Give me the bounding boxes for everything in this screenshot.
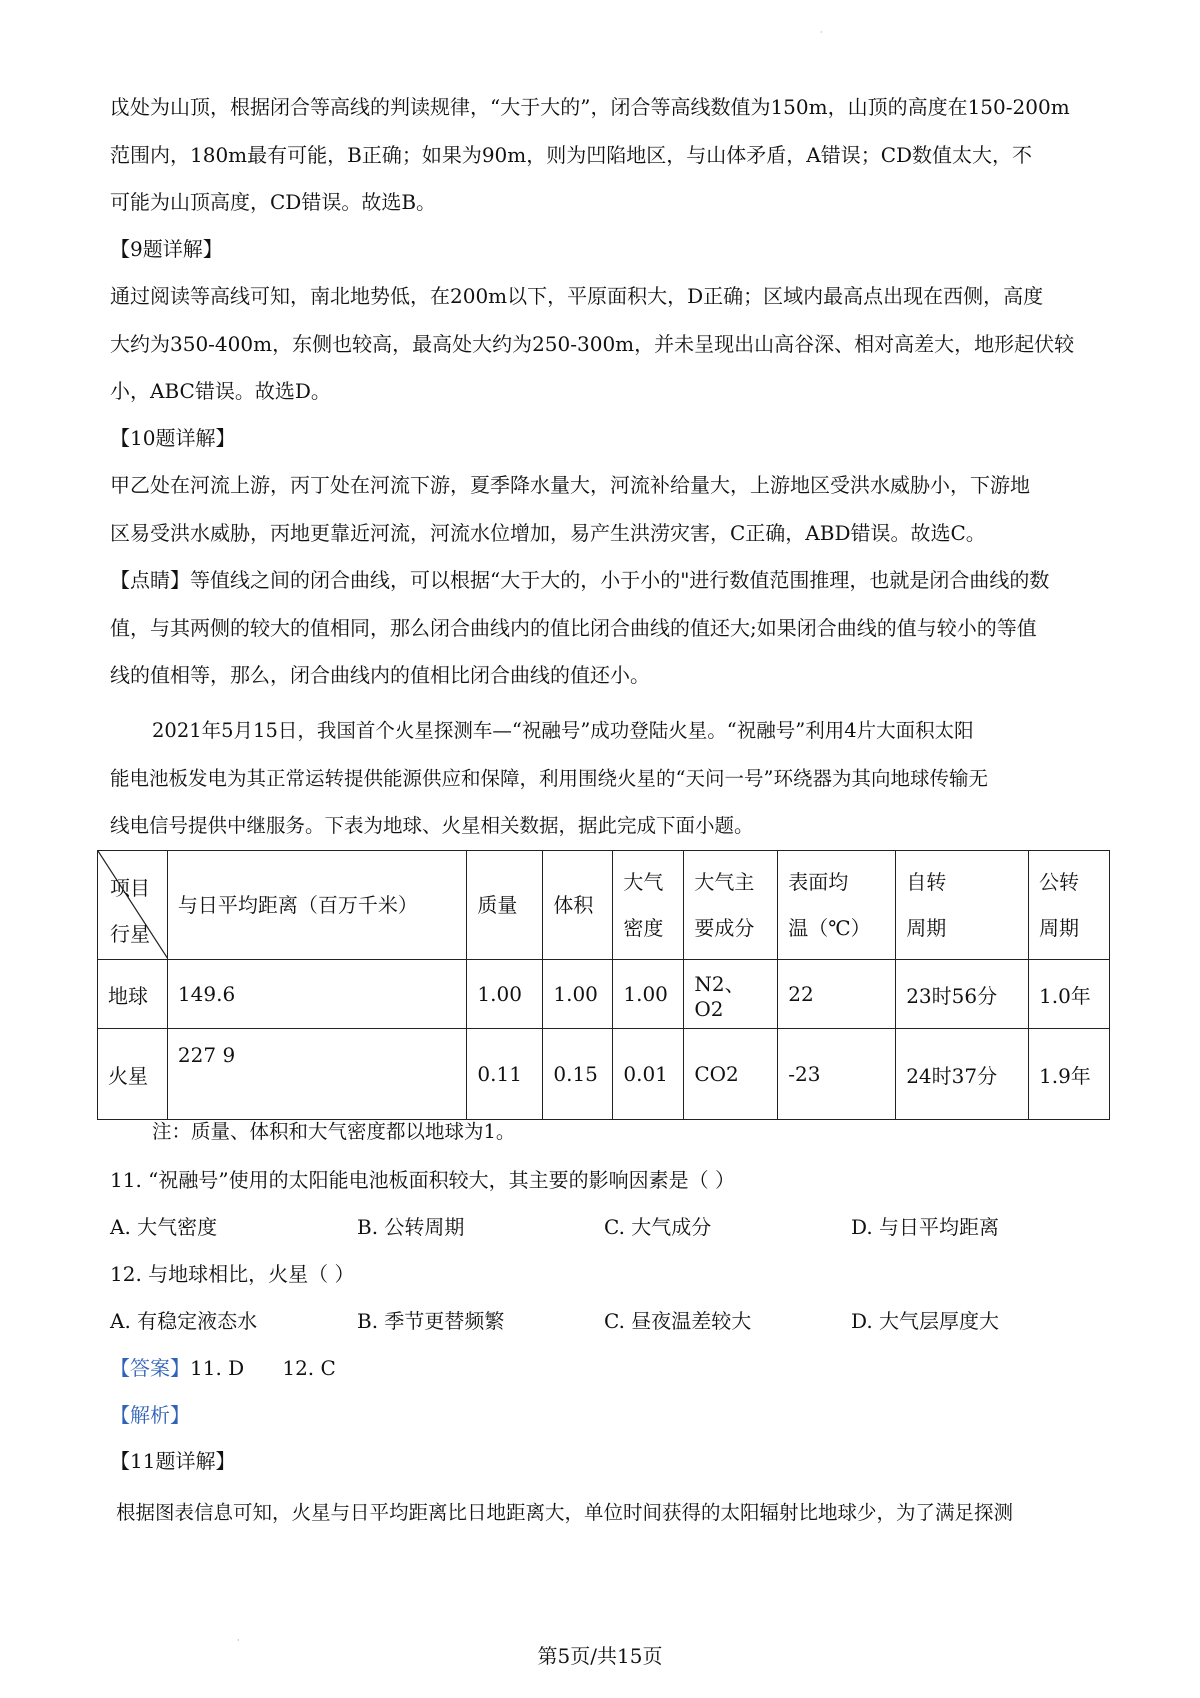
text-line: 2021年5月15日，我国首个火星探测车—“祝融号”成功登陆火星。“祝融号”利用4片大面积太阳 [152,719,974,742]
question-12-stem: 12. 与地球相比，火星（ ） [110,1262,355,1286]
heading-q9: 【9题详解】 [110,237,223,261]
answer-text: 11. D 12. C [190,1356,336,1380]
text-line: 可能为山顶高度，CD错误。故选B。 [110,190,437,214]
text-line: 通过阅读等高线可知，南北地势低，在200m以下，平原面积大，D正确；区域内最高点出现在西侧，高度 [110,284,1044,308]
column-header [467,851,543,960]
material-intro [110,707,1100,850]
column-header [167,851,466,960]
question-11-option-a: A. 大气密度 [110,1215,218,1239]
explanation-q11: 根据图表信息可知，火星与日平均距离比日地距离大，单位时间获得的太阳辐射比地球少，为了满足探测 [116,1501,1014,1524]
explanation-q9 [110,273,1100,416]
column-header [684,851,778,960]
header-text: 密度 [623,916,664,940]
header-text: 体积 [553,893,594,917]
heading-q11: 【11题详解】 [110,1449,236,1473]
table-row [98,960,1110,1029]
heading-q10: 【10题详解】 [110,426,236,450]
text-line: 值，与其两侧的较大的值相同，那么闭合曲线内的值比闭合曲线的值还大;如果闭合曲线的值与较小的等值 [110,615,1037,640]
column-header [1029,851,1110,960]
header-text: 自转 [906,870,947,894]
text-line: 能电池板发电为其正常运转提供能源供应和保障，利用围绕火星的“天问一号”环绕器为其向地球传输无 [110,766,988,790]
question-12-option-c: C. 昼夜温差较大 [604,1309,752,1333]
header-text: 质量 [477,893,518,917]
table-cell: 1.00 [543,960,613,1029]
answer-line [110,1352,336,1381]
analysis-label: 【解析】 [110,1403,190,1427]
text-line: 大约为350-400m，东侧也较高，最高处大约为250-300m，并未呈现出山高谷深、相对高差大，地形起伏较 [110,331,1075,356]
table-cell: 火星 [98,1029,168,1120]
corner-label-bottom: 行星 [110,922,150,946]
table-cell: 1.0年 [1029,960,1110,1029]
text-line: 区易受洪水威胁，丙地更靠近河流，河流水位增加，易产生洪涝灾害，C正确，ABD错误。故选C。 [110,520,986,545]
table-cell: CO2 [684,1029,778,1120]
corner-label-top: 项目 [110,876,150,900]
page-footer: 第5页/共15页 [537,1644,663,1668]
header-text: 周期 [1039,916,1079,940]
header-text: 周期 [906,916,947,940]
table-corner-cell [98,851,168,960]
text-line: 范围内，180m最有可能，B正确；如果为90m，则为凹陷地区，与山体矛盾，A错误；CD数值太大，不 [110,142,1033,167]
table-cell: 23时56分 [896,960,1029,1029]
table-cell: 1.00 [467,960,543,1029]
header-text: 大气 [623,870,664,894]
question-12-option-d: D. 大气层厚度大 [851,1309,1000,1333]
question-11-option-c: C. 大气成分 [604,1215,712,1239]
dianjing-note [110,557,1100,700]
explanation-q10 [110,462,1100,557]
text-line: 小，ABC错误。故选D。 [110,379,331,403]
table-cell: 149.6 [167,960,466,1029]
question-11-option-d: D. 与日平均距离 [851,1215,1000,1239]
table-cell: -23 [778,1029,896,1120]
header-text: 温（℃） [788,916,871,940]
explanation-q8-end [110,84,1100,227]
header-text: 公转 [1039,870,1079,894]
table-cell: N2、O2 [684,960,778,1029]
question-12-option-b: B. 季节更替频繁 [357,1309,505,1333]
text-line: 【点睛】等值线之间的闭合曲线，可以根据“大于大的，小于小的"进行数值范围推理，也就是闭合曲线的数 [110,568,1050,592]
table-cell: 地球 [98,960,168,1029]
table-cell: 227 9 [167,1029,466,1120]
table-cell: 1.9年 [1029,1029,1110,1120]
table-note: 注：质量、体积和大气密度都以地球为1。 [152,1120,516,1143]
table-cell: 0.15 [543,1029,613,1120]
header-text: 大气主 [694,870,755,894]
column-header [543,851,613,960]
column-header [896,851,1029,960]
header-text: 与日平均距离（百万千米） [177,893,418,917]
header-text: 表面均 [788,870,849,894]
text-line: 线的值相等，那么，闭合曲线内的值相比闭合曲线的值还小。 [110,663,650,687]
column-header [613,851,684,960]
question-11-option-b: B. 公转周期 [357,1215,465,1239]
table-cell: 0.01 [613,1029,684,1120]
question-11-stem: 11. “祝融号”使用的太阳能电池板面积较大，其主要的影响因素是（ ） [110,1168,735,1192]
header-text: 要成分 [694,916,755,940]
text-line: 线电信号提供中继服务。下表为地球、火星相关数据，据此完成下面小题。 [110,814,754,837]
scan-speck: · [237,1636,240,1645]
table-cell: 22 [778,960,896,1029]
table-cell: 1.00 [613,960,684,1029]
table-cell: 24时37分 [896,1029,1029,1120]
table-row [98,1029,1110,1120]
text-line: 戉处为山顶，根据闭合等高线的判读规律，“大于大的”，闭合等高线数值为150m，山顶的高度在150-200m [110,95,1070,119]
scan-speck: · [820,28,823,37]
table-header-row [98,851,1110,960]
text-line: 甲乙处在河流上游，丙丁处在河流下游，夏季降水量大，河流补给量大，上游地区受洪水威胁小，下游地 [110,473,1030,497]
planet-data-table [97,850,1110,1120]
table-cell: 0.11 [467,1029,543,1120]
answer-label: 【答案】 [110,1356,190,1380]
question-12-option-a: A. 有稳定液态水 [110,1309,258,1333]
column-header [778,851,896,960]
